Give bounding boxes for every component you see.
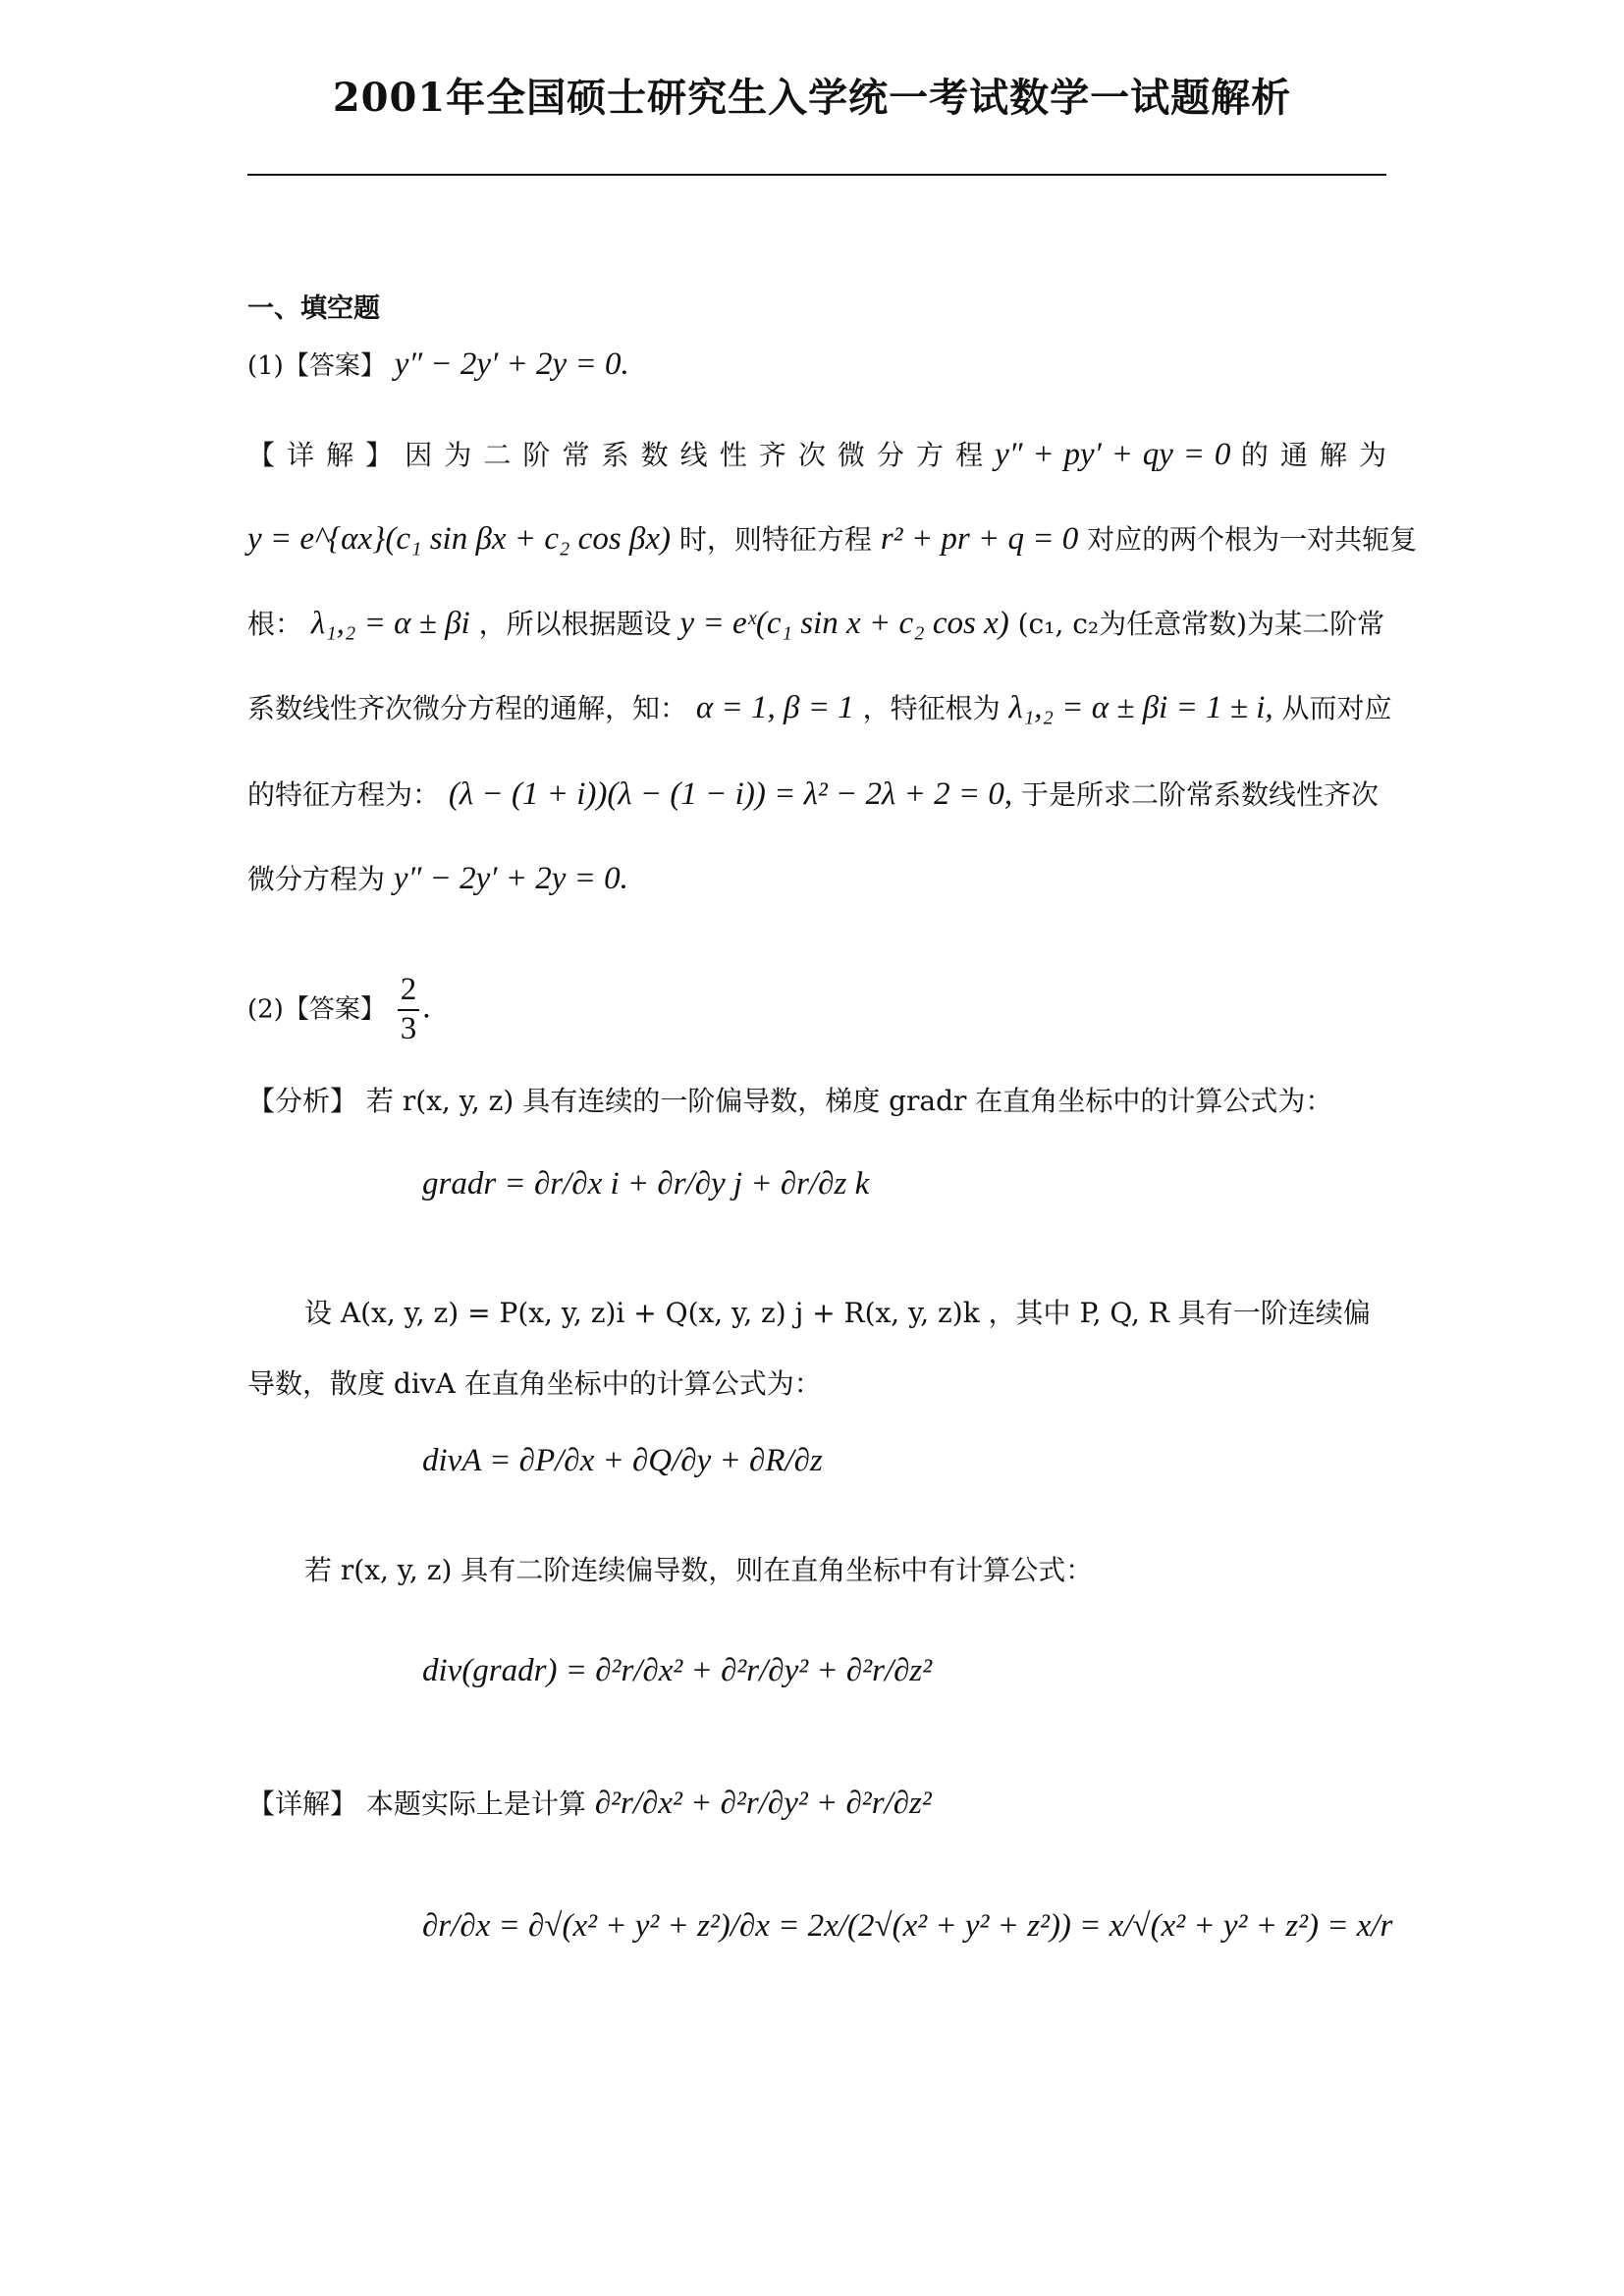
gradient-formula [422,1166,869,1202]
q2-detail-line-1 [247,1783,932,1822]
q2-analysis-text-3: 导数，散度 divA 在直角坐标中的计算公式为： [247,1367,822,1400]
q1-p1-text: 因 为 二 阶 常 系 数 线 性 齐 次 微 分 方 程 [405,439,985,471]
q1-answer: y″ − 2y′ + 2y = 0. [394,347,629,382]
q2-analysis-line-2 [304,1292,1371,1331]
q1-given-solution: y = eˣ(c₁ sin x + c₂ cos x) [679,606,1009,641]
q1-p1-equation: y″ + py′ + qy = 0 [995,437,1231,472]
q1-alpha-beta: α = 1, β = 1 [695,690,854,725]
q2-answer-label: (2)【答案】 [247,994,386,1025]
q1-p3-mid: ，所以根据题设 [478,608,672,640]
q1-char-equation: (λ − (1 + i))(λ − (1 − i)) = λ² − 2λ + 2 = 0, [448,776,1013,812]
q2-analysis-label: 【分析】 [247,1085,358,1117]
title-divider [247,174,1386,176]
q1-detail-line-2 [247,518,1417,558]
q1-final-equation: y″ − 2y′ + 2y = 0. [393,861,628,896]
q1-p4-tail: 从而对应 [1281,692,1392,724]
q2-analysis-text-2: 设 A(x, y, z) = P(x, y, z)i + Q(x, y, z) j + R(x, y, z)k ，其中 P, Q, R 具有一阶连续偏 [304,1297,1371,1329]
q1-p3-tail: (c₁, c₂为任意常数)为某二阶常 [1017,608,1385,640]
q1-p6-text: 微分方程为 [247,863,386,895]
q1-characteristic-eq: r² + pr + q = 0 [880,521,1079,557]
page-title: 2001年全国硕士研究生入学统一考试数学一试题解析 [332,75,1292,121]
section-heading: 一、填空题 [247,294,380,324]
q2-answer-dot: . [422,989,431,1026]
q1-roots: λ₁,₂ = α ± βi [310,606,470,641]
q2-analysis-line-3 [247,1362,822,1402]
q2-analysis-text-4: 若 r(x, y, z) 具有二阶连续偏导数，则在直角坐标中有计算公式： [304,1554,1094,1586]
divergence-formula [422,1443,823,1479]
q1-p2-text: 时，则特征方程 [678,523,872,556]
q1-detail-line-4 [247,687,1392,726]
q2-laplacian: ∂²r/∂x² + ∂²r/∂y² + ∂²r/∂z² [594,1786,932,1821]
q2-analysis-line-4 [304,1549,1093,1588]
q1-detail-label: 【 详 解 】 [247,439,395,471]
q1-p1-tail: 的 通 解 为 [1240,439,1387,471]
q1-general-solution: y = e^{αx}(c₁ sin βx + c₂ cos βx) [247,521,671,557]
q1-answer-label: (1)【答案】 [247,351,386,381]
q1-p5-text: 的特征方程为： [247,778,441,811]
q2-analysis-line-1 [247,1080,1332,1119]
q1-detail-line-1 [247,434,1386,473]
q1-p4-text: 系数线性齐次微分方程的通解，知： [247,692,688,724]
q2-analysis-text-1: 若 r(x, y, z) 具有连续的一阶偏导数，梯度 gradr 在直角坐标中的计算公式为： [365,1085,1333,1117]
q1-p5-tail: 于是所求二阶常系数线性齐次 [1021,778,1380,811]
q1-p4-mid: ，特征根为 [862,692,1001,724]
q1-p3-text: 根： [247,608,303,640]
q2-answer-numerator: 2 [398,972,420,1011]
divergence-formula-text: divA = ∂P/∂x + ∂Q/∂y + ∂R/∂z [422,1443,823,1478]
q2-detail-label: 【详解】 [247,1788,358,1820]
partial-derivative-derivation-text: ∂r/∂x = ∂√(x² + y² + z²)/∂x = 2x/(2√(x² + y² + z²)) = x/√(x² + y² + z²) = x/r [422,1908,1393,1944]
q1-detail-line-5 [247,774,1379,813]
q2-answer-line [247,972,431,1048]
q1-char-roots: λ₁,₂ = α ± βi = 1 ± i, [1008,690,1273,725]
div-grad-formula-text: div(gradr) = ∂²r/∂x² + ∂²r/∂y² + ∂²r/∂z² [422,1653,933,1688]
partial-derivative-derivation [422,1908,1392,1945]
div-grad-formula [422,1653,932,1689]
q1-p2-tail: 对应的两个根为一对共轭复 [1087,523,1418,556]
q2-answer-denominator: 3 [400,1010,417,1046]
q2-detail-text: 本题实际上是计算 [365,1788,586,1820]
q1-detail-line-6 [247,858,628,897]
q1-detail-line-3 [247,603,1384,642]
q1-answer-line [247,346,629,383]
gradient-formula-text: gradr = ∂r/∂x i + ∂r/∂y j + ∂r/∂z k [422,1166,870,1201]
q2-answer-fraction [398,972,420,1048]
